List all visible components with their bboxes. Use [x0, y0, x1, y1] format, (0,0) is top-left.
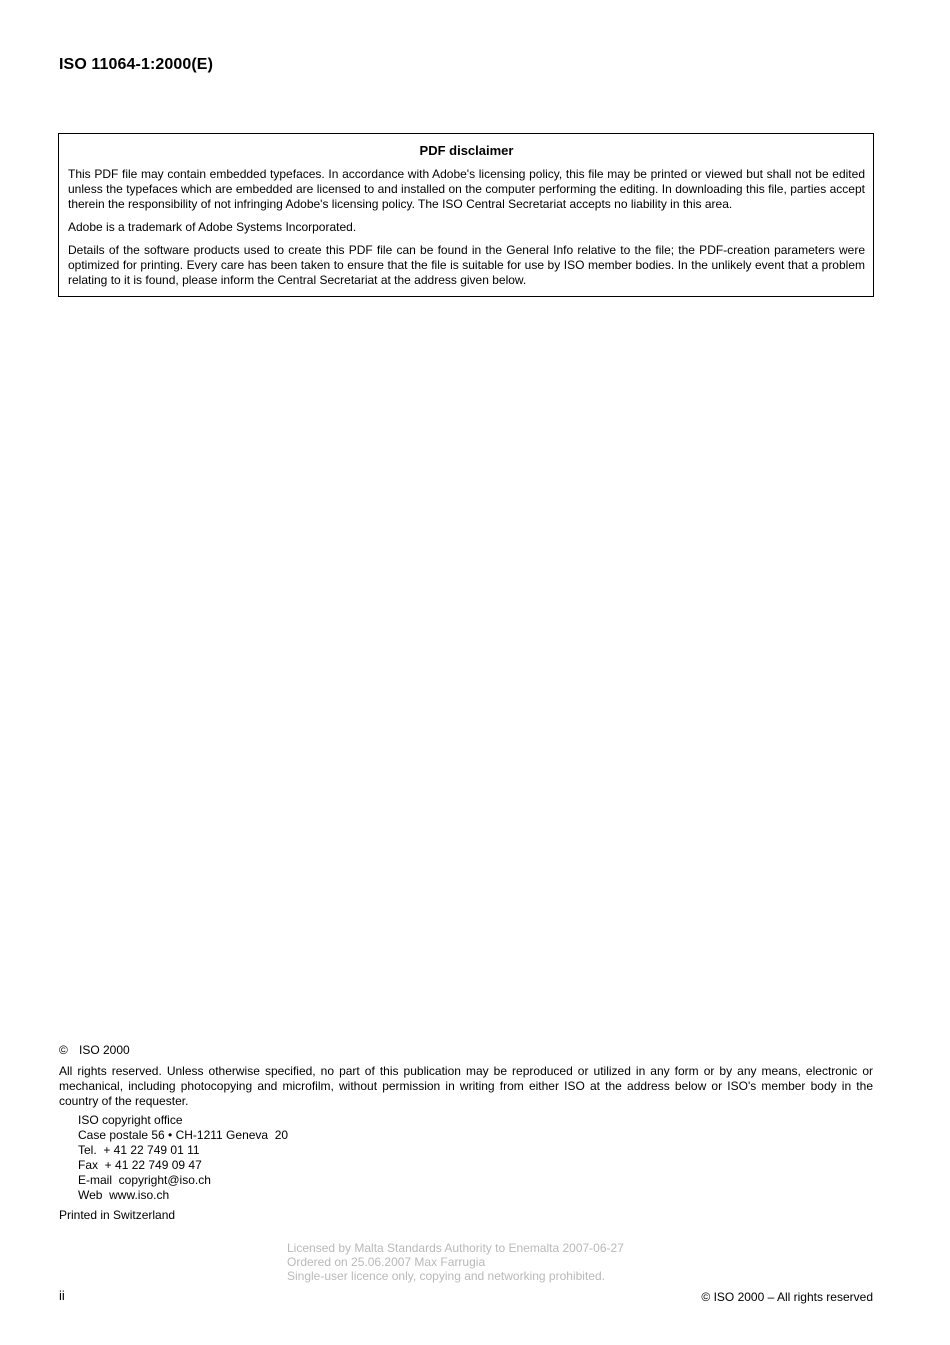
iso-address [78, 1113, 873, 1203]
copyright-year: ISO 2000 [79, 1043, 130, 1057]
address-line: Tel. + 41 22 749 01 11 [78, 1143, 200, 1157]
copyright-line [59, 1043, 873, 1058]
disclaimer-paragraph: This PDF file may contain embedded typefaces. In accordance with Adobe's licensing policy, this file may be printed or viewed but shall not be edited unless the typefaces which are embedded are licensed to and installed on the computer performing the editing. In downloading this file, parties accept therein the responsibility of not infringing Adobe's licensing policy. The ISO Central Secretariat accepts no liability in this area. [68, 167, 865, 211]
disclaimer-title: PDF disclaimer [419, 143, 514, 158]
disclaimer-paragraph: Details of the software products used to create this PDF file can be found in the General Info relative to the file; the PDF-creation parameters were optimized for printing. Every care has been taken to ensure that the file is suitable for use by ISO member bodies. In the unlikely event that a problem relating to it is found, please inform the Central Secretariat at the address given below. [68, 243, 865, 287]
address-line: Case postale 56 • CH-1211 Geneva 20 [78, 1128, 289, 1142]
watermark-line: Ordered on 25.06.2007 Max Farrugia [287, 1255, 486, 1269]
address-line: ISO copyright office [78, 1113, 183, 1127]
footer-copyright: © ISO 2000 – All rights reserved [701, 1290, 873, 1304]
address-line: Fax + 41 22 749 09 47 [78, 1158, 202, 1172]
address-web: Web www.iso.ch [78, 1188, 170, 1202]
copyright-symbol: © [59, 1043, 68, 1057]
address-email: E-mail copyright@iso.ch [78, 1173, 211, 1187]
pdf-disclaimer-box [58, 133, 874, 297]
printed-in: Printed in Switzerland [59, 1208, 176, 1222]
page-number: ii [59, 1288, 65, 1303]
watermark-line: Single-user licence only, copying and networking prohibited. [287, 1269, 605, 1283]
license-watermark [287, 1241, 624, 1283]
copyright-block [59, 1043, 873, 1223]
document-id: ISO 11064-1:2000(E) [59, 56, 213, 73]
watermark-line: Licensed by Malta Standards Authority to Enemalta 2007-06-27 [287, 1241, 624, 1255]
disclaimer-paragraph: Adobe is a trademark of Adobe Systems Incorporated. [68, 220, 357, 234]
rights-statement: All rights reserved. Unless otherwise specified, no part of this publication may be reproduced or utilized in any form or by any means, electronic or mechanical, including photocopying and microfilm, without permission in writing from either ISO at the address below or ISO's member body in the country of the requester. [59, 1064, 873, 1108]
